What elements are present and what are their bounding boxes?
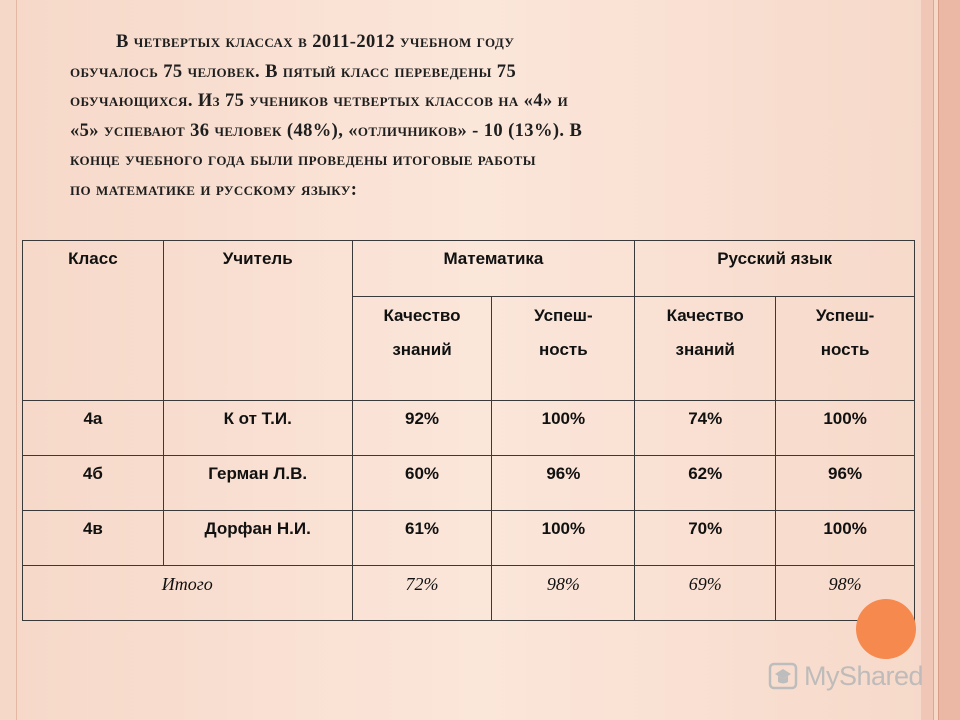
cell-class: 4б <box>23 456 164 511</box>
watermark-text: MyShared <box>804 660 924 691</box>
subheader-text: Качество <box>383 306 461 325</box>
cell-math-quality: 92% <box>352 401 492 456</box>
table-row <box>23 511 915 566</box>
mortarboard-icon <box>768 661 798 691</box>
total-rus-success: 98% <box>776 566 915 621</box>
subheader-text: Успеш- <box>815 306 875 325</box>
cell-math-success: 100% <box>492 511 635 566</box>
cell-rus-quality: 74% <box>635 401 776 456</box>
cell-class: 4а <box>23 401 164 456</box>
subheader-text: знаний <box>675 340 735 359</box>
header-row <box>23 241 915 297</box>
intro-line: конце учебного года были проведены итоговые работы <box>70 150 536 170</box>
total-math-success: 98% <box>492 566 635 621</box>
total-row <box>23 566 915 621</box>
table-row <box>23 456 915 511</box>
header-russian: Русский язык <box>635 241 915 297</box>
cell-rus-quality: 70% <box>635 511 776 566</box>
intro-line: В четвертых классах в 2011-2012 учебном году <box>116 32 515 52</box>
intro-line: обучающихся. Из 75 учеников четвертых классов на «4» и <box>70 91 569 111</box>
cell-math-success: 96% <box>492 456 635 511</box>
cell-math-quality: 61% <box>352 511 492 566</box>
cell-math-quality: 60% <box>352 456 492 511</box>
cell-teacher: Дорфан Н.И. <box>163 511 352 566</box>
subheader-text: Качество <box>666 306 744 325</box>
cell-math-success: 100% <box>492 401 635 456</box>
intro-line: обучалось 75 человек. В пятый класс переведены 75 <box>70 61 517 82</box>
subheader-text: ность <box>539 340 588 359</box>
header-class: Класс <box>23 241 164 401</box>
decorative-strip <box>921 0 934 720</box>
cell-teacher: Герман Л.В. <box>163 456 352 511</box>
total-math-quality: 72% <box>352 566 492 621</box>
subheader-math-success <box>492 297 635 401</box>
subheader-text: Успеш- <box>534 306 593 325</box>
subheader-text: ность <box>820 340 870 359</box>
intro-paragraph <box>70 28 860 205</box>
header-math: Математика <box>352 241 635 297</box>
total-rus-quality: 69% <box>635 566 776 621</box>
header-teacher: Учитель <box>163 241 352 401</box>
subheader-rus-success <box>776 297 915 401</box>
table-row <box>23 401 915 456</box>
cell-rus-success: 100% <box>776 511 915 566</box>
cell-rus-success: 100% <box>776 401 915 456</box>
cell-rus-success: 96% <box>776 456 915 511</box>
cell-class: 4в <box>23 511 164 566</box>
total-label: Итого <box>23 566 353 621</box>
intro-line: по математике и русскому языку: <box>70 179 358 200</box>
intro-line: «5» успевают 36 человек (48%), «отличников» - 10 (13%). В <box>70 120 583 141</box>
cell-rus-quality: 62% <box>635 456 776 511</box>
decorative-strip <box>938 0 960 720</box>
watermark <box>768 656 923 696</box>
decorative-circle <box>856 599 916 659</box>
results-table <box>22 240 915 621</box>
subheader-rus-quality <box>635 297 776 401</box>
cell-teacher: К от Т.И. <box>163 401 352 456</box>
subheader-text: знаний <box>392 340 452 359</box>
subheader-math-quality <box>352 297 492 401</box>
